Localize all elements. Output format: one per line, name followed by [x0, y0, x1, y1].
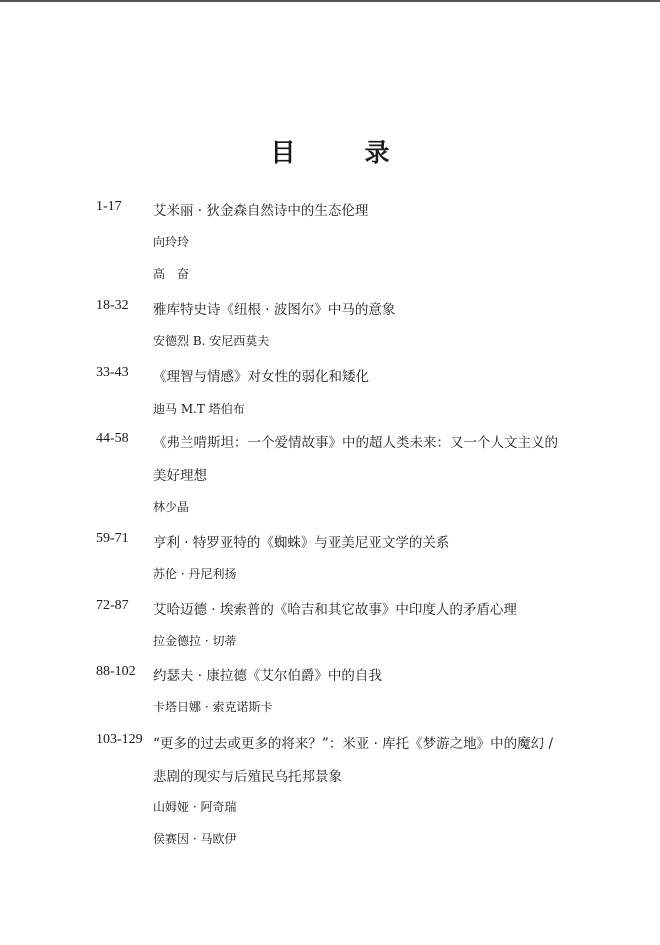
- author-name: 安德烈 B. 安尼西莫夫: [153, 334, 270, 348]
- author-name: 侯赛因 · 马欧伊: [153, 832, 237, 846]
- article-title-continued: 悲剧的现实与后殖民乌托邦景象: [153, 769, 342, 785]
- page-title: 目 录: [270, 138, 412, 167]
- author-name: 拉金德拉 · 切蒂: [153, 634, 237, 648]
- page-range: 1-17: [96, 199, 122, 214]
- author-name: 向玲玲: [153, 235, 190, 249]
- article-title: 亨利 · 特罗亚特的《蜘蛛》与亚美尼亚文学的关系: [153, 535, 450, 551]
- author-name: 林少晶: [153, 500, 190, 514]
- article-title: “更多的过去或更多的将来？”：米亚 · 库托《梦游之地》中的魔幻 /: [153, 736, 554, 752]
- article-title: 约瑟夫 · 康拉德《艾尔伯爵》中的自我: [153, 668, 382, 684]
- author-name: 苏伦 · 丹尼利扬: [153, 567, 237, 581]
- author-name: 高 奋: [153, 267, 190, 281]
- article-title: 艾哈迈德 · 埃索普的《哈吉和其它故事》中印度人的矛盾心理: [153, 602, 517, 618]
- top-border-rule: [0, 0, 660, 2]
- page-range: 103-129: [96, 732, 143, 747]
- article-title: 雅库特史诗《纽根 · 波图尔》中马的意象: [153, 302, 396, 318]
- page-range: 88-102: [96, 664, 136, 679]
- article-title-continued: 美好理想: [153, 468, 207, 484]
- article-title: 艾米丽 · 狄金森自然诗中的生态伦理: [153, 203, 369, 219]
- article-title: 《理智与情感》对女性的弱化和矮化: [153, 369, 369, 385]
- page-range: 18-32: [96, 298, 129, 313]
- article-title: 《弗兰啃斯坦：一个爱情故事》中的超人类未来：又一个人文主义的: [153, 435, 558, 451]
- author-name: 山姆娅 · 阿奇瑞: [153, 800, 237, 814]
- page-range: 72-87: [96, 598, 129, 613]
- author-name: 卡塔日娜 · 索克诺斯卡: [153, 700, 273, 714]
- page-range: 33-43: [96, 365, 129, 380]
- author-name: 迪马 M.T 塔伯布: [153, 402, 245, 416]
- page-range: 44-58: [96, 431, 129, 446]
- page-range: 59-71: [96, 531, 129, 546]
